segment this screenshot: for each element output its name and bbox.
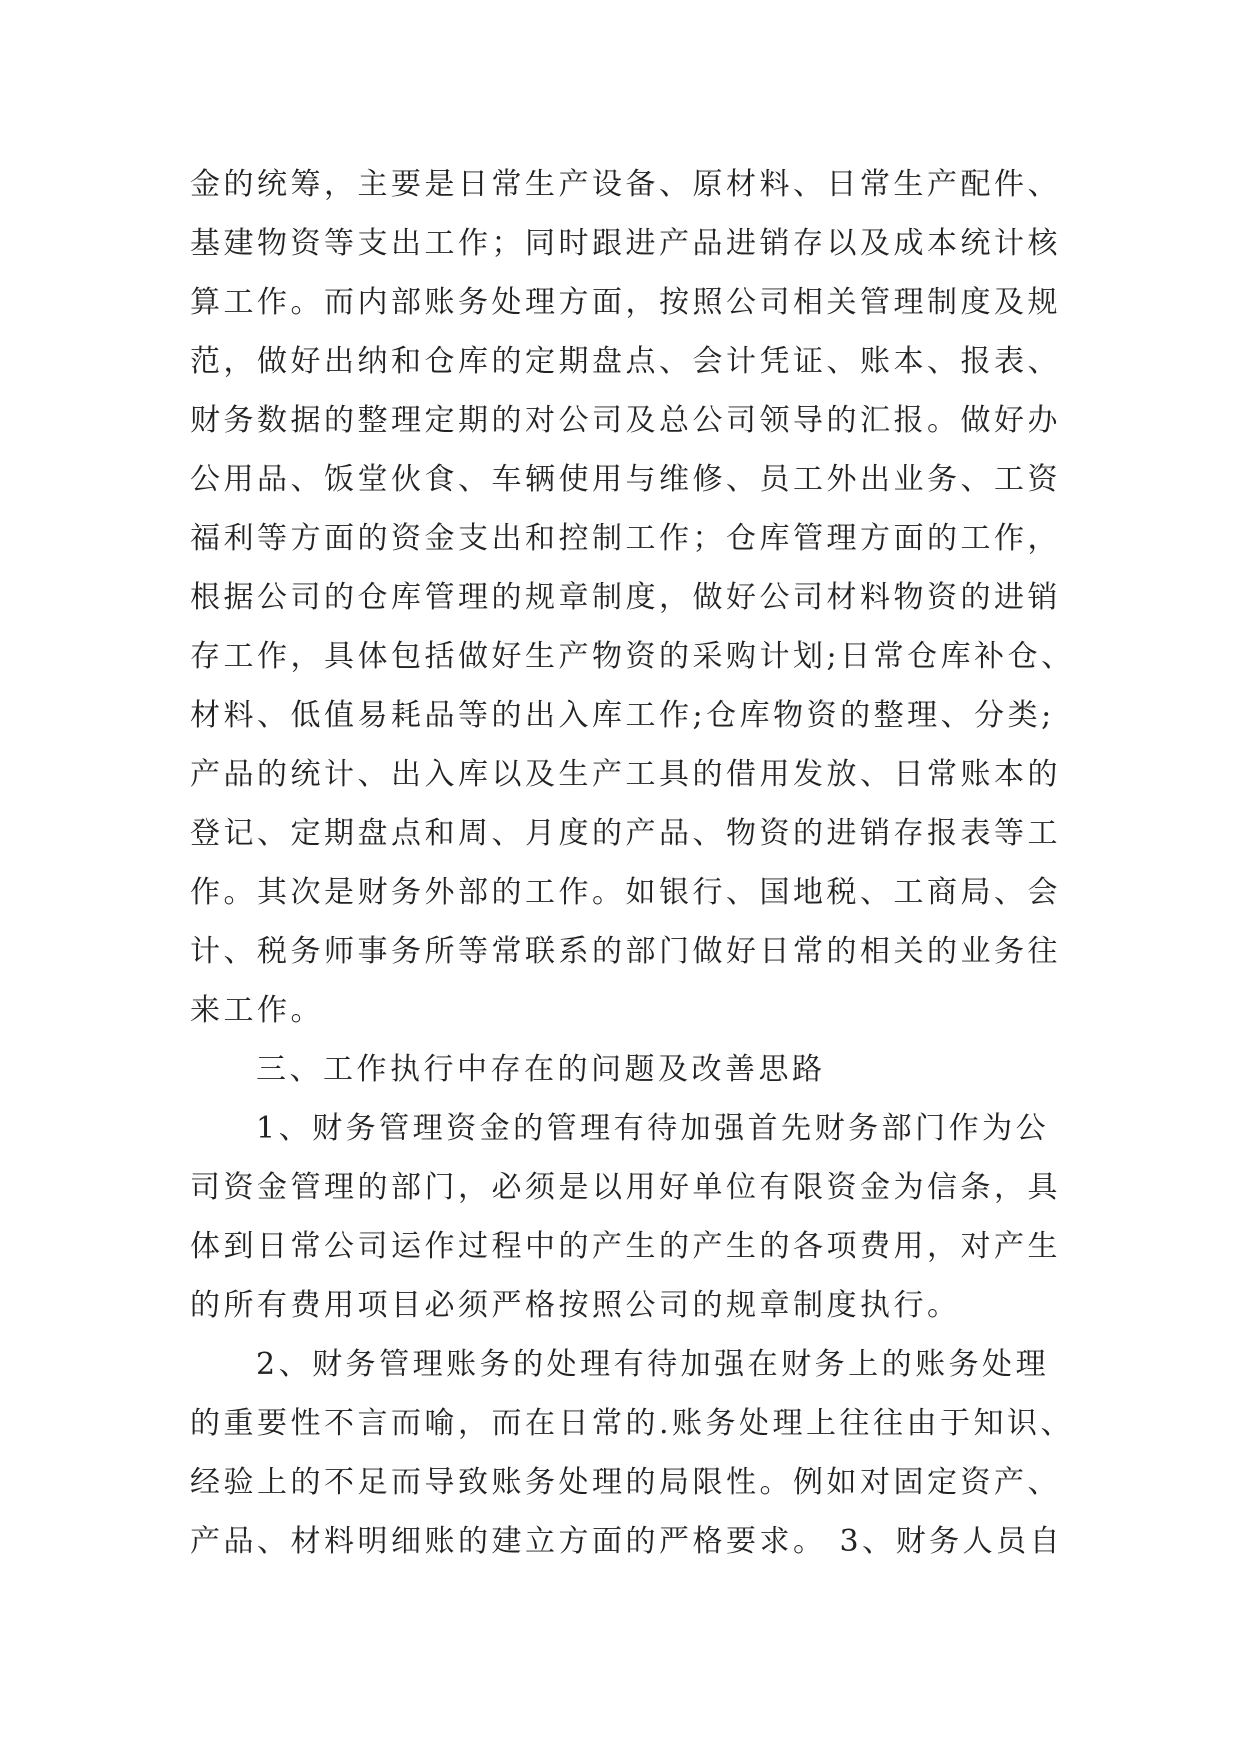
text-line: 经验上的不足而导致账务处理的局限性。例如对固定资产、: [190, 1465, 1061, 1500]
text-line: 登记、定期盘点和周、月度的产品、物资的进销存报表等工: [190, 816, 1061, 851]
text-line: 公用品、饭堂伙食、车辆使用与维修、员工外出业务、工资: [190, 462, 1061, 497]
text-line: 来工作。: [190, 993, 324, 1028]
paragraph-start: 1、财务管理资金的管理有待加强首先财务部门作为公: [256, 1111, 1050, 1146]
body-text: [190, 155, 1075, 1571]
text-line: 金的统筹，主要是日常生产设备、原材料、日常生产配件、: [190, 167, 1061, 202]
text-line: 作。其次是财务外部的工作。如银行、国地税、工商局、会: [190, 875, 1061, 910]
text-line: 存工作，具体包括做好生产物资的采购计划;日常仓库补仓、: [190, 639, 1075, 674]
text-line: 福利等方面的资金支出和控制工作；仓库管理方面的工作，: [190, 521, 1061, 556]
text-line: 根据公司的仓库管理的规章制度，做好公司材料物资的进销: [190, 580, 1061, 615]
text-line: 的重要性不言而喻，而在日常的.账务处理上往往由于知识、: [190, 1406, 1075, 1441]
section-heading: 三、工作执行中存在的问题及改善思路: [256, 1052, 826, 1087]
text-line: 产品、材料明细账的建立方面的严格要求。 3、财务人员自: [190, 1524, 1064, 1559]
text-line: 财务数据的整理定期的对公司及总公司领导的汇报。做好办: [190, 403, 1061, 438]
text-line: 范，做好出纳和仓库的定期盘点、会计凭证、账本、报表、: [190, 344, 1061, 379]
text-line: 司资金管理的部门，必须是以用好单位有限资金为信条，具: [190, 1170, 1061, 1205]
text-line: 基建物资等支出工作；同时跟进产品进销存以及成本统计核: [190, 226, 1061, 261]
text-line: 计、税务师事务所等常联系的部门做好日常的相关的业务往: [190, 934, 1061, 969]
text-line: 算工作。而内部账务处理方面，按照公司相关管理制度及规: [190, 285, 1061, 320]
paragraph-start: 2、财务管理账务的处理有待加强在财务上的账务处理: [256, 1347, 1050, 1382]
text-line: 产品的统计、出入库以及生产工具的借用发放、日常账本的: [190, 757, 1061, 792]
text-line: 材料、低值易耗品等的出入库工作;仓库物资的整理、分类;: [190, 698, 1055, 733]
text-line: 体到日常公司运作过程中的产生的产生的各项费用，对产生: [190, 1229, 1061, 1264]
text-line: 的所有费用项目必须严格按照公司的规章制度执行。: [190, 1288, 961, 1323]
